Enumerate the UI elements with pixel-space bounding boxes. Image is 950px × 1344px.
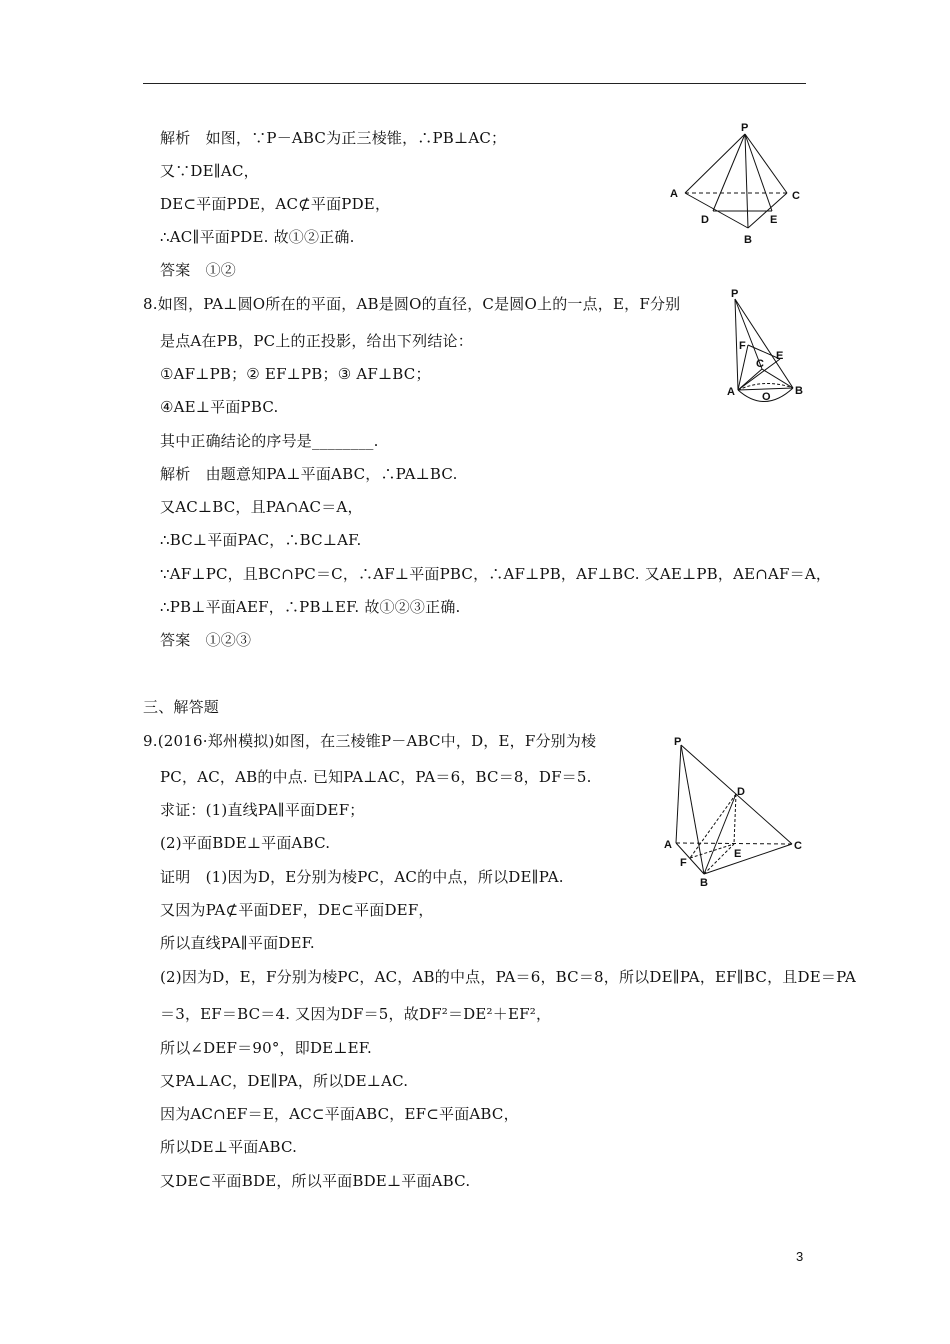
q9-proof-7: 又PA⊥AC，DE∥PA，所以DE⊥AC. [160,1072,409,1090]
fig1-label-P: P [741,122,749,134]
q9-proof-2: 又因为PA⊄平面DEF，DE⊂平面DEF， [160,901,434,919]
q9-proof-8: 因为AC∩EF＝E，AC⊂平面ABC，EF⊂平面ABC， [160,1105,519,1123]
fig3-label-F: F [680,857,687,869]
q9-proof-1: 证明 (1)因为D，E分别为棱PC，AC的中点，所以DE∥PA. [160,868,564,886]
fig3-label-E: E [734,848,742,860]
fig2-label-F: F [739,340,746,352]
fig2-label-B: B [795,385,803,397]
fig2-label-C: C [756,358,764,370]
q8-stem-line1: 8.如图，PA⊥圆O所在的平面，AB是圆O的直径，C是圆O上的一点，E，F分别 [143,295,681,313]
q9-prove-1: 求证：(1)直线PA∥平面DEF； [160,801,365,819]
fig3-label-D: D [737,786,745,798]
q8-analysis-3: ∴BC⊥平面PAC，∴BC⊥AF. [160,531,362,549]
fig2-label-O: O [762,391,771,403]
q8-options-2: ④AE⊥平面PBC. [160,398,279,416]
fig3-label-P: P [674,736,682,748]
q7-analysis: 解析 如图，∵P－ABC为正三棱锥，∴PB⊥AC； [160,129,507,147]
fig1-label-C: C [792,190,800,202]
circle-plane-figure-2 [722,287,810,417]
q8-analysis-4: ∵AF⊥PC，且BC∩PC＝C，∴AF⊥平面PBC，∴AF⊥PB，AF⊥BC. 又AE⊥PB，AE∩AF＝A， [160,565,832,583]
q9-proof-10: 又DE⊂平面BDE，所以平面BDE⊥平面ABC. [160,1172,471,1190]
q7-line2: 又∵DE∥AC， [160,162,259,180]
tetrahedron-figure-3 [660,733,810,888]
q9-prove-2: (2)平面BDE⊥平面ABC. [160,834,331,852]
fig1-label-D: D [701,214,709,226]
q9-proof-6: 所以∠DEF＝90°，即DE⊥EF. [160,1039,373,1057]
q8-analysis-5: ∴PB⊥平面AEF，∴PB⊥EF. 故①②③正确. [160,598,461,616]
section-title-solutions: 三、解答题 [143,698,220,716]
q8-options-1: ①AF⊥PB；② EF⊥PB；③ AF⊥BC； [160,365,431,383]
q9-proof-9: 所以DE⊥平面ABC. [160,1138,298,1156]
fig2-label-P: P [731,288,739,300]
q8-question: 其中正确结论的序号是________. [160,432,379,450]
q7-line4: ∴AC∥平面PDE. 故①②正确. [160,228,355,246]
fig2-label-E: E [776,350,784,362]
q9-proof-4: (2)因为D，E，F分别为棱PC，AC，AB的中点，PA＝6，BC＝8，所以DE∥PA，EF∥BC，且DE＝PA [160,968,857,986]
q8-answer: 答案 ①②③ [160,631,252,649]
page-number: 3 [796,1249,804,1264]
q8-stem-line2: 是点A在PB，PC上的正投影，给出下列结论： [160,332,473,350]
fig3-label-A: A [664,839,672,851]
pyramid-figure-1 [665,120,810,250]
fig1-label-A: A [670,188,678,200]
q8-analysis-2: 又AC⊥BC，且PA∩AC＝A， [160,498,363,516]
q9-proof-3: 所以直线PA∥平面DEF. [160,934,315,952]
fig2-label-A: A [727,386,735,398]
fig3-label-B: B [700,877,708,888]
q9-proof-5: ＝3，EF＝BC＝4. 又因为DF＝5，故DF²＝DE²＋EF²， [160,1005,552,1023]
q7-line3: DE⊂平面PDE，AC⊄平面PDE， [160,195,391,213]
q9-stem-line1: 9.(2016·郑州模拟)如图，在三棱锥P－ABC中，D，E，F分别为棱 [143,732,597,750]
q8-analysis-1: 解析 由题意知PA⊥平面ABC，∴PA⊥BC. [160,465,458,483]
q7-answer: 答案 ①② [160,261,237,279]
fig3-label-C: C [794,840,802,852]
fig1-label-E: E [770,214,778,226]
q9-stem-line2: PC，AC，AB的中点. 已知PA⊥AC，PA＝6，BC＝8，DF＝5. [160,768,592,786]
header-rule [143,83,806,84]
fig1-label-B: B [744,234,752,246]
